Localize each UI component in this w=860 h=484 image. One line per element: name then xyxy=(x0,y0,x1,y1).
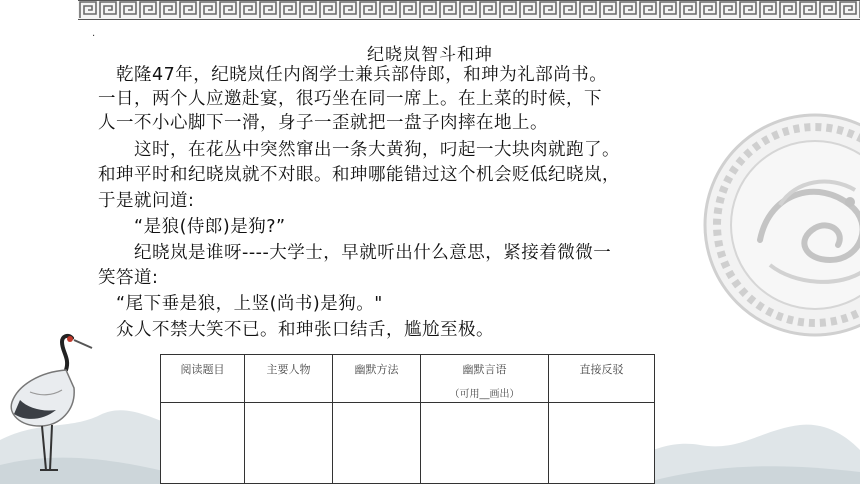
text-line: 人一不小心脚下一滑，身子一歪就把一盘子肉摔在地上。 xyxy=(98,113,548,133)
document-title: 纪晓岚智斗和珅 xyxy=(367,45,493,65)
header-humor-method: 幽默方法 xyxy=(333,355,421,403)
text-line: 笑答道: xyxy=(98,268,159,288)
text-line: 和珅平时和纪晓岚就不对眼。和珅哪能错过这个机会贬低纪晓岚， xyxy=(98,165,620,185)
cell-humor-method[interactable] xyxy=(333,403,421,484)
text-line: “尾下垂是狼，上竖(尚书)是狗。" xyxy=(98,294,383,314)
table-header-row xyxy=(161,355,655,403)
cell-humor-language[interactable] xyxy=(421,403,549,484)
cell-reading-topic[interactable] xyxy=(161,403,245,484)
header-humor-language: 幽默言语 （可用__画出） xyxy=(421,355,549,403)
reading-table xyxy=(160,354,655,484)
header-main-characters: 主要人物 xyxy=(245,355,333,403)
crane-icon xyxy=(0,330,110,484)
text-line: “是狼(侍郎)是狗?” xyxy=(98,217,286,237)
text-line: 这时，在花丛中突然窜出一条大黄狗，叼起一大块肉就跑了。 xyxy=(98,140,620,160)
cell-main-characters[interactable] xyxy=(245,403,333,484)
cell-direct-rebuttal[interactable] xyxy=(549,403,655,484)
text-line: 众人不禁大笑不已。和珅张口结舌，尴尬至极。 xyxy=(98,320,494,340)
header-reading-topic: 阅读题目 xyxy=(161,355,245,403)
text-line: 于是就问道: xyxy=(98,191,195,211)
header-direct-rebuttal: 直接反驳 xyxy=(549,355,655,403)
text-line: 乾隆47年，纪晓岚任内阁学士兼兵部侍郎，和珅为礼部尚书。 xyxy=(98,65,608,85)
table-row xyxy=(161,403,655,484)
humor-language-note: （可用__画出） xyxy=(449,389,520,400)
decorative-border-top xyxy=(78,0,860,20)
text-line: 纪晓岚是谁呀----大学士，早就听出什么意思，紧接着微微一 xyxy=(98,243,612,263)
text-line: 一日，两个人应邀赴宴，很巧坐在同一席上。在上菜的时候，下 xyxy=(98,89,602,109)
stray-dot: . xyxy=(92,28,96,39)
